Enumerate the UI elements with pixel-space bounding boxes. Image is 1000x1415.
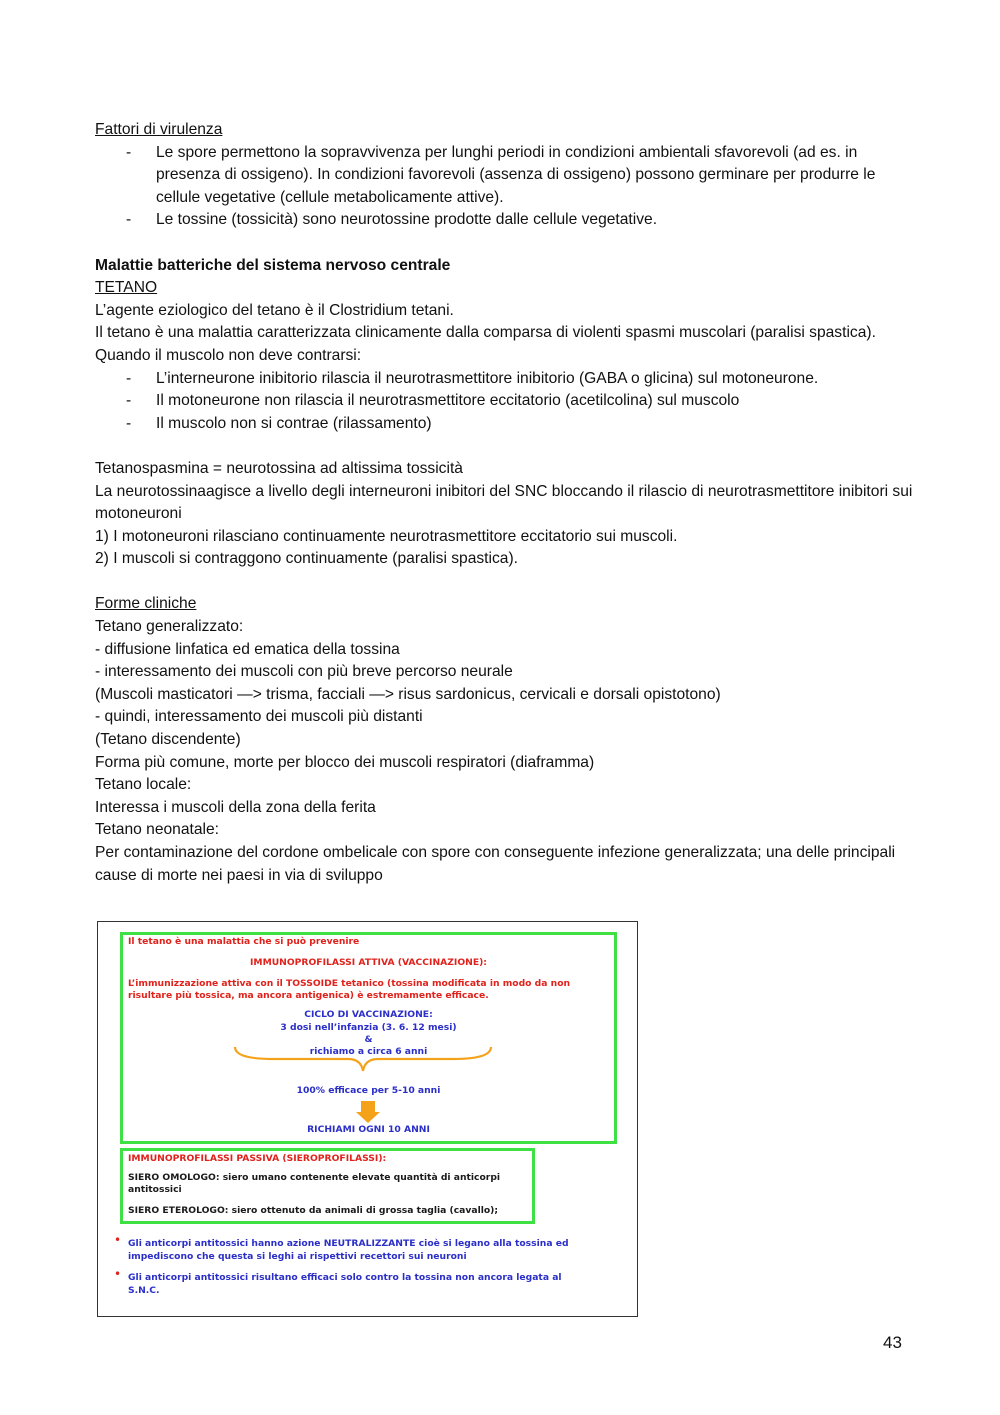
down-arrow-icon	[356, 1101, 380, 1123]
note-line: Gli anticorpi antitossici hanno azione NEUTRALIZZANTE cioè si legano alla tossina ed	[128, 1238, 569, 1249]
paragraph-line: 2) I muscoli si contraggono continuamente (paralisi spastica).	[95, 550, 518, 568]
slide-intro: Il tetano è una malattia che si può prevenire	[128, 936, 360, 947]
paragraph-line: - quindi, interessamento dei muscoli più distanti	[95, 708, 423, 726]
paragraph-line: Tetanospasmina = neurotossina ad altissima tossicità	[95, 459, 463, 477]
paragraph-line: Tetano neonatale:	[95, 821, 219, 839]
passive-title: IMMUNOPROFILASSI PASSIVA (SIEROPROFILASSI):	[128, 1153, 387, 1164]
paragraph-line: Per contaminazione del cordone ombelicale con spore con conseguente infezione generalizzata; una delle principali cause di morte nei paesi in via di sviluppo	[95, 844, 896, 884]
red-bullet-icon: •	[114, 1267, 122, 1281]
homologous-line: SIERO OMOLOGO: siero umano contenente elevate quantità di anticorpi	[128, 1172, 501, 1183]
cycle-title: CICLO DI VACCINAZIONE:	[304, 1009, 433, 1020]
section-title: Malattie batteriche del sistema nervoso centrale	[95, 256, 451, 274]
virulence-heading: Fattori di virulenza	[95, 121, 223, 138]
cycle-ampersand: &	[364, 1034, 373, 1045]
paragraph-line: Il tetano è una malattia caratterizzata clinicamente dalla comparsa di violenti spasmi muscolari (paralisi spastica).	[95, 324, 876, 342]
efficacy-text: 100% efficace per 5-10 anni	[296, 1085, 441, 1096]
paragraph-line: Tetano locale:	[95, 776, 192, 794]
paragraph-line: Forma più comune, morte per blocco dei muscoli respiratori (diaframma)	[95, 753, 595, 771]
paragraph-line: 1) I motoneuroni rilasciano continuamente neurotrasmettitore eccitatorio sui muscoli.	[95, 527, 678, 545]
active-text-line: L’immunizzazione attiva con il TOSSOIDE tetanico (tossina modificata in modo da non	[128, 978, 571, 989]
paragraph-line: L’agente eziologico del tetano è il Clostridium tetani.	[95, 301, 454, 319]
list-item: - Il muscolo non si contrae (rilassamento)	[156, 413, 915, 436]
paragraph-line: - diffusione linfatica ed ematica della tossina	[95, 640, 400, 658]
tetano-heading: TETANO	[95, 279, 158, 297]
list-item: - Le tossine (tossicità) sono neurotossine prodotte dalle cellule vegetative.	[156, 209, 915, 232]
muscle-list	[95, 368, 915, 436]
paragraph-line: Quando il muscolo non deve contrarsi:	[95, 346, 362, 364]
list-item: - Il motoneurone non rilascia il neurotrasmettitore eccitatorio (acetilcolina) sul muscolo	[156, 390, 915, 413]
red-bullet-icon: •	[114, 1233, 122, 1247]
curly-brace-icon	[233, 1045, 493, 1075]
list-item: - L’interneurone inibitorio rilascia il neurotrasmettitore inibitorio (GABA o glicina) sul motoneurone.	[156, 368, 915, 391]
note-line: S.N.C.	[128, 1285, 160, 1296]
document-page	[95, 119, 915, 887]
note-line: Gli anticorpi antitossici risultano efficaci solo contro la tossina non ancora legata al	[128, 1272, 562, 1283]
virulence-list	[95, 142, 915, 232]
paragraph-line: La neurotossinaagisce a livello degli interneuroni inibitori del SNC bloccando il rilascio di neurotrasmettitore inibitori sui motoneuroni	[95, 482, 913, 523]
paragraph-line: (Muscoli masticatori —> trisma, facciali —> risus sardonicus, cervicali e dorsali opistotono)	[95, 685, 721, 703]
paragraph-line: (Tetano discendente)	[95, 731, 241, 749]
list-item: - Le spore permettono la sopravvivenza per lunghi periodi in condizioni ambientali sfavorevoli (ad es. in presenza di ossigeno). In condizioni favorevoli (assenza di ossigeno) possono germinare per produrre le cellule vegetative (cellule metabolicamente attive).	[156, 142, 915, 210]
active-text-line: risultare più tossica, ma ancora antigenica) è estremamente efficace.	[128, 990, 489, 1001]
paragraph-line: Tetano generalizzato:	[95, 618, 244, 636]
active-title: IMMUNOPROFILASSI ATTIVA (VACCINAZIONE):	[250, 957, 487, 968]
cycle-line: 3 dosi nell’infanzia (3. 6. 12 mesi)	[280, 1022, 457, 1033]
vaccination-slide-image	[97, 921, 638, 1317]
note-line: impediscono che questa si leghi ai rispettivi recettori sui neuroni	[128, 1251, 467, 1262]
page-number: 43	[883, 1333, 902, 1352]
paragraph-line: - interessamento dei muscoli con più breve percorso neurale	[95, 663, 513, 681]
homologous-line: antitossici	[128, 1184, 182, 1195]
forms-heading: Forme cliniche	[95, 595, 197, 613]
paragraph-line: Interessa i muscoli della zona della ferita	[95, 798, 376, 816]
heterologous-line: SIERO ETEROLOGO: siero ottenuto da animali di grossa taglia (cavallo);	[128, 1205, 499, 1216]
boosters-text: RICHIAMI OGNI 10 ANNI	[307, 1124, 430, 1135]
cycle-line: richiamo a circa 6 anni	[309, 1046, 428, 1057]
